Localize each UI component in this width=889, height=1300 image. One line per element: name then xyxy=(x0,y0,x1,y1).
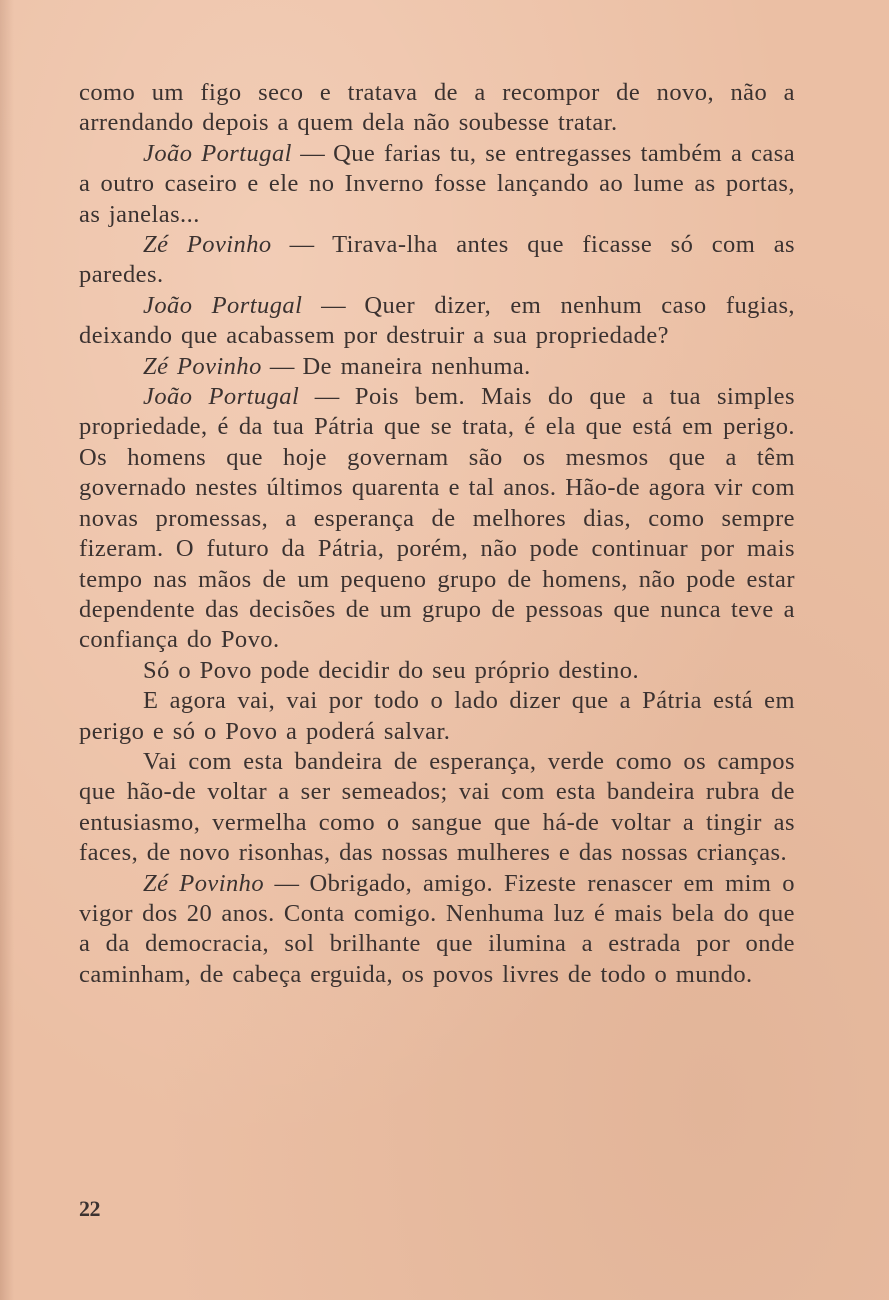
paragraph-text: como um figo seco e tratava de a recompor de novo, não a arrendando depois a quem dela não soubesse tratar. xyxy=(79,79,795,137)
dialogue-text: Quer dizer, em nenhum caso fugias, deixando que acabassem por destruir a sua propriedade? xyxy=(79,291,795,350)
paragraph-text: E agora vai, vai por todo o lado dizer que a Pátria está em perigo e só o Povo a poderá salvar. xyxy=(79,687,795,745)
speaker-name: João Portugal xyxy=(143,291,303,319)
dialogue-dash: — xyxy=(271,231,333,259)
dialogue-joao-portugal xyxy=(79,382,795,656)
dialogue-dash: — xyxy=(264,869,310,897)
dialogue-ze-povinho xyxy=(79,352,795,382)
dialogue-ze-povinho xyxy=(79,230,795,291)
dialogue-dash: — xyxy=(261,352,303,380)
dialogue-dash: — xyxy=(291,139,334,167)
paragraph-text: Vai com esta bandeira de esperança, verde como os campos que hão-de voltar a ser semeados; vai com esta bandeira rubra de entusiasmo, vermelha como o sangue que há-de voltar a tingir as faces, de novo risonhas, das nossas mulheres e das nossas crianças. xyxy=(79,747,795,867)
speaker-name: João Portugal xyxy=(143,139,292,167)
dialogue-joao-portugal xyxy=(79,291,795,352)
paragraph xyxy=(79,747,795,869)
paragraph xyxy=(79,656,795,686)
dialogue-text: Tirava-lha antes que ficasse só com as paredes. xyxy=(79,231,795,289)
dialogue-text: Pois bem. Mais do que a tua simples propriedade, é da tua Pátria que se trata, é ela que está em perigo. Os homens que hoje governam são os mesmos que a têm governado nestes últimos quarenta e tal anos. Hão-de agora vir com novas promessas, a esperança de melhores dias, como sempre fizeram. O futuro da Pátria, porém, não pode continuar por mais tempo nas mãos de um pequeno grupo de homens, não pode estar dependente das decisões de um grupo de pessoas que nunca teve a confiança do Povo. xyxy=(79,383,795,654)
book-page-text xyxy=(79,78,795,990)
speaker-name: João Portugal xyxy=(143,383,300,411)
speaker-name: Zé Povinho xyxy=(143,352,262,380)
dialogue-text: Obrigado, amigo. Fizeste renascer em mim o vigor dos 20 anos. Conta comigo. Nenhuma luz é mais bela do que a da democracia, sol brilhante que ilumina a estrada por onde caminham, de cabeça erguida, os povos livres de todo o mundo. xyxy=(79,869,795,988)
paragraph-text: Só o Povo pode decidir do seu próprio destino. xyxy=(143,656,640,684)
page-number: 22 xyxy=(79,1196,100,1221)
paragraph-continuation xyxy=(79,78,795,139)
dialogue-text: De maneira nenhuma. xyxy=(302,352,531,380)
speaker-name: Zé Povinho xyxy=(143,869,265,897)
speaker-name: Zé Povinho xyxy=(143,231,272,259)
dialogue-text: Que farias tu, se entregasses também a casa a outro caseiro e ele no Inverno fosse lançando ao lume as portas, as janelas... xyxy=(79,139,796,228)
dialogue-dash: — xyxy=(299,383,355,411)
dialogue-joao-portugal xyxy=(79,139,795,230)
paragraph xyxy=(79,686,795,747)
dialogue-dash: — xyxy=(302,291,365,319)
dialogue-ze-povinho xyxy=(79,869,795,991)
